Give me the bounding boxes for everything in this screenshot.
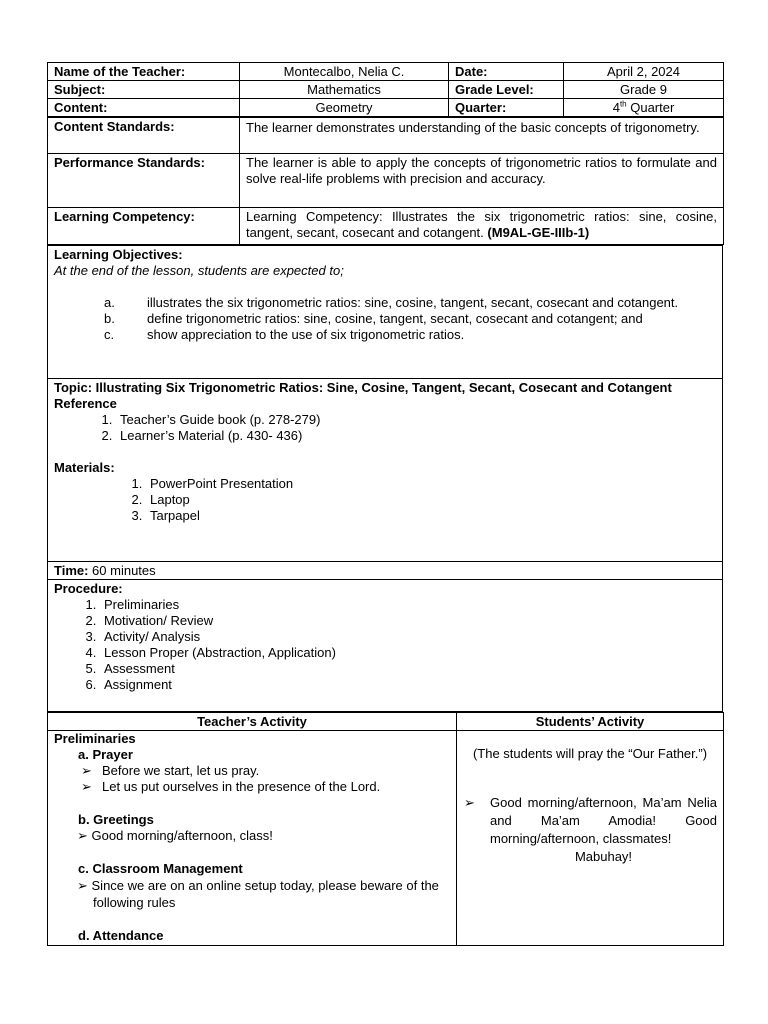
header-table xyxy=(47,62,724,117)
performance-standards-text: The learner is able to apply the concepts of trigonometric ratios to formulate and solve real-life problems with precision and accuracy. xyxy=(240,154,724,208)
reference-item: 1. Teacher’s Guide book (p. 278-279) xyxy=(116,412,716,428)
procedure-cell xyxy=(48,580,723,712)
learning-competency-label: Learning Competency: xyxy=(48,208,240,245)
quarter-suffix: th xyxy=(619,99,627,109)
time-cell xyxy=(48,562,723,580)
objectives-cell xyxy=(48,246,723,379)
prayer-list xyxy=(78,763,450,795)
arrowhead-bullet-icon: ➢ xyxy=(81,763,92,778)
reference-label: Reference xyxy=(54,396,117,411)
topic-title: Topic: Illustrating Six Trigonometric Ratios: Sine, Cosine, Tangent, Secant, Cosecant and Cotangent xyxy=(54,380,672,395)
arrow-bullet-icon: ➢ xyxy=(77,828,92,843)
objective-letter: b. xyxy=(104,311,115,326)
objective-letter: a. xyxy=(104,295,115,310)
objectives-title: Learning Objectives: xyxy=(54,247,183,262)
quarter-word: Quarter xyxy=(626,100,675,115)
topic-cell xyxy=(48,379,723,562)
prayer-title: a. Prayer xyxy=(78,747,133,762)
procedure-list xyxy=(84,597,716,693)
objective-letter: c. xyxy=(104,327,115,342)
greetings-item-text: Good morning/afternoon, class! xyxy=(91,828,273,843)
lesson-plan xyxy=(47,62,723,946)
procedure-step: 1. Preliminaries xyxy=(100,597,716,613)
objective-text: show appreciation to the use of six trigonometric ratios. xyxy=(147,327,465,342)
prayer-item-text: Before we start, let us pray. xyxy=(102,763,260,778)
teacher-activity-cell xyxy=(48,731,457,946)
subject-label: Subject: xyxy=(48,81,240,99)
prayer-item xyxy=(78,763,450,779)
grade-value: Grade 9 xyxy=(564,81,724,99)
procedure-step: 5. Assessment xyxy=(100,661,716,677)
objective-item xyxy=(104,295,716,311)
objective-item xyxy=(104,327,716,343)
classroom-management-item xyxy=(54,877,450,911)
content-label: Content: xyxy=(48,99,240,117)
objective-text: define trigonometric ratios: sine, cosine, tangent, secant, cosecant and cotangent; and xyxy=(147,311,643,326)
reference-list xyxy=(100,412,716,444)
quarter-label: Quarter: xyxy=(449,99,564,117)
content-value: Geometry xyxy=(240,99,449,117)
competency-description: Learning Competency: Illustrates the six trigonometric ratios: sine, cosine, tangent, secant, cosecant and cotangent. xyxy=(246,209,717,240)
student-greeting-text: Good morning/afternoon, Ma’am Nelia and Ma’am Amodia! Good morning/afternoon, classmates! xyxy=(490,795,717,846)
student-greeting xyxy=(463,794,717,866)
student-mabuhay-text: Mabuhay! xyxy=(574,849,633,864)
objective-item xyxy=(104,311,716,327)
teacher-activity-header: Teacher’s Activity xyxy=(48,713,457,731)
performance-standards-label: Performance Standards: xyxy=(48,154,240,208)
quarter-number: 4 xyxy=(612,100,620,115)
student-prayer-text: (The students will pray the “Our Father.”) xyxy=(472,746,708,761)
students-activity-cell xyxy=(457,731,724,946)
procedure-step: 4. Lesson Proper (Abstraction, Application) xyxy=(100,645,716,661)
materials-list xyxy=(130,476,716,524)
procedure-step: 2. Motivation/ Review xyxy=(100,613,716,629)
content-standards-label: Content Standards: xyxy=(48,118,240,154)
classroom-management-title: c. Classroom Management xyxy=(78,861,243,876)
subject-value: Mathematics xyxy=(240,81,449,99)
grade-label: Grade Level: xyxy=(449,81,564,99)
material-item: 1. PowerPoint Presentation xyxy=(146,476,716,492)
date-label: Date: xyxy=(449,63,564,81)
attendance-title: d. Attendance xyxy=(78,928,164,943)
content-standards-text: The learner demonstrates understanding of the basic concepts of trigonometry. xyxy=(240,118,724,154)
greetings-title: b. Greetings xyxy=(78,812,154,827)
date-value: April 2, 2024 xyxy=(564,63,724,81)
activities-table xyxy=(47,712,724,946)
learning-competency-text xyxy=(240,208,724,245)
students-activity-header: Students’ Activity xyxy=(457,713,724,731)
reference-item: 2. Learner’s Material (p. 430- 436) xyxy=(116,428,716,444)
time-value: 60 minutes xyxy=(88,563,156,578)
competency-code: (M9AL-GE-IIIb-1) xyxy=(487,225,590,240)
standards-table xyxy=(47,117,724,245)
procedure-step: 6. Assignment xyxy=(100,677,716,693)
objectives-table xyxy=(47,245,723,712)
materials-label: Materials: xyxy=(54,460,115,475)
arrowhead-bullet-icon: ➢ xyxy=(464,795,475,810)
material-item: 2. Laptop xyxy=(146,492,716,508)
quarter-value xyxy=(564,99,724,117)
procedure-label: Procedure: xyxy=(54,581,123,596)
teacher-value: Montecalbo, Nelia C. xyxy=(240,63,449,81)
greetings-item xyxy=(54,828,450,844)
objectives-intro: At the end of the lesson, students are expected to; xyxy=(54,263,344,278)
objectives-list xyxy=(104,295,716,343)
time-label: Time: xyxy=(54,563,89,578)
arrowhead-bullet-icon: ➢ xyxy=(81,779,92,794)
prayer-item-text: Let us put ourselves in the presence of the Lord. xyxy=(102,779,381,794)
arrow-bullet-icon: ➢ xyxy=(77,878,92,893)
material-item: 3. Tarpapel xyxy=(146,508,716,524)
procedure-step: 3. Activity/ Analysis xyxy=(100,629,716,645)
prayer-item xyxy=(78,779,450,795)
preliminaries-title: Preliminaries xyxy=(54,731,136,746)
teacher-label: Name of the Teacher: xyxy=(48,63,240,81)
classroom-management-text: Since we are on an online setup today, please beware of the following rules xyxy=(91,878,439,910)
objective-text: illustrates the six trigonometric ratios: sine, cosine, tangent, secant, cosecant and cotangent. xyxy=(147,295,679,310)
